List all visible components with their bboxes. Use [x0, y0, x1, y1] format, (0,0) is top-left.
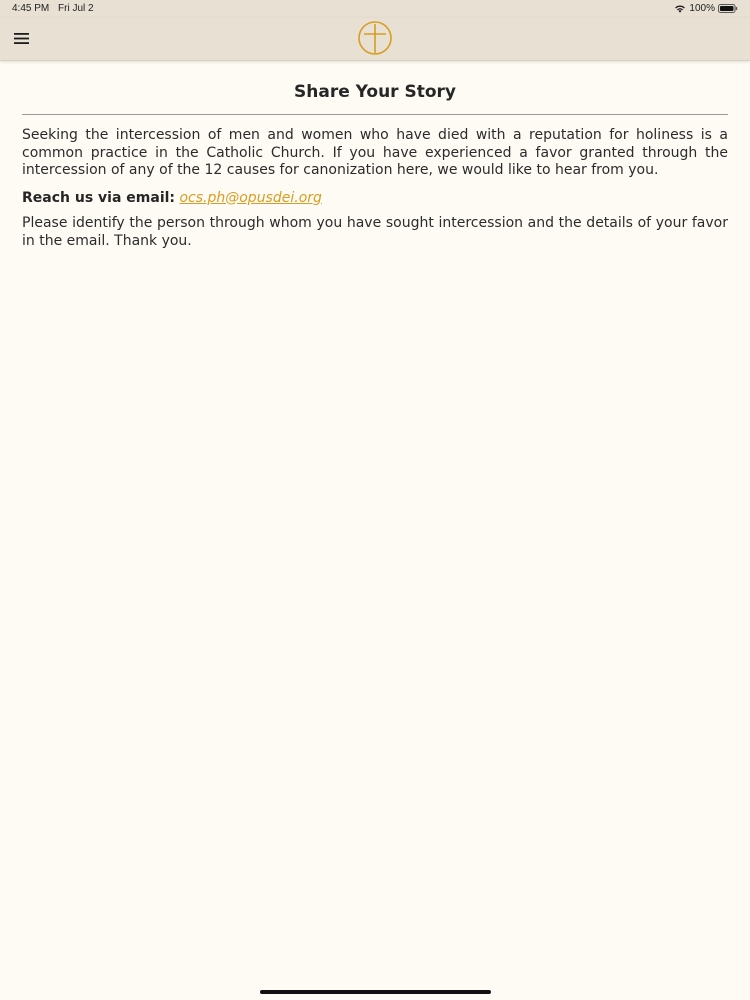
page-title: Share Your Story: [294, 82, 456, 102]
status-right: [674, 3, 738, 14]
battery-icon: [718, 4, 738, 13]
status-bar: [0, 0, 750, 18]
main-content: [22, 60, 728, 250]
status-time: 4:45 PM: [12, 3, 50, 14]
menu-button[interactable]: [10, 26, 32, 50]
intro-paragraph: Seeking the intercession of men and women who have died with a reputation for holiness is a common practice in the Catholic Church. If you have experienced a favor granted through the intercession of any of the 12 causes for canonization here, we would like to hear from you.: [22, 127, 728, 178]
status-left: [12, 3, 100, 14]
email-label: Reach us via email:: [22, 189, 176, 206]
title-divider: [22, 114, 728, 115]
wifi-icon: [674, 4, 686, 13]
home-indicator[interactable]: [260, 990, 491, 994]
hamburger-menu-icon: [14, 29, 29, 48]
details-paragraph: Please identify the person through whom you have sought intercession and the details of your favor in the email. Thank you.: [22, 214, 728, 249]
nav-bar: [0, 18, 750, 61]
status-date: Fri Jul 2: [58, 3, 94, 14]
email-link[interactable]: ocs.ph@opusdei.org: [179, 189, 322, 206]
cross-in-circle-logo: [357, 20, 393, 56]
battery-percent: 100%: [689, 3, 715, 14]
email-row: [22, 189, 728, 207]
